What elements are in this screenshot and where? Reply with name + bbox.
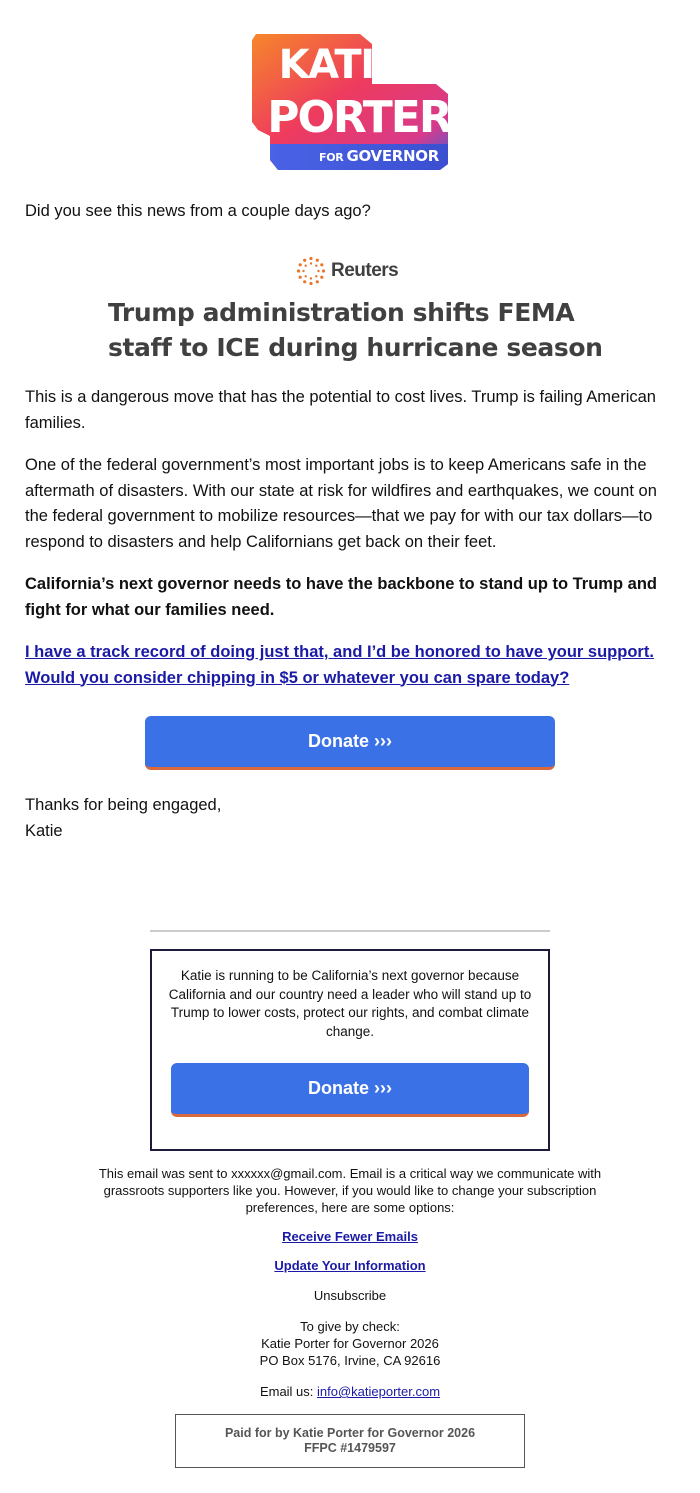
check-label: To give by check: xyxy=(300,1319,400,1334)
body-paragraph-2: One of the federal government’s most important jobs is to keep Americans safe in the aftermath of disasters. With our state at risk for wildfires and earthquakes, we count on the federal government to mobilize resources—that we pay for with our tax dollars—to respond to disasters and help Californians get back on their feet. xyxy=(25,456,657,551)
intro-text: Did you see this news from a couple days ago? xyxy=(25,202,371,220)
divider xyxy=(150,930,550,932)
check-address: PO Box 5176, Irvine, CA 92616 xyxy=(259,1353,441,1368)
check-instructions xyxy=(0,1318,700,1369)
donate-button[interactable]: Donate ››› xyxy=(145,716,555,770)
reuters-wordmark: Reuters xyxy=(331,260,399,281)
logo-for: FOR xyxy=(319,151,344,164)
logo-line-katie: KATIE xyxy=(278,42,400,88)
receive-fewer-emails-link[interactable]: Receive Fewer Emails xyxy=(282,1229,418,1244)
logo-governor: GOVERNOR xyxy=(346,147,439,165)
box-donate-button[interactable]: Donate ››› xyxy=(171,1063,529,1117)
ffpc-number: FFPC #1479597 xyxy=(304,1441,396,1455)
paid-for-line: Paid for by Katie Porter for Governor 2026 xyxy=(224,1426,476,1440)
news-headline[interactable]: Trump administration shifts FEMA staff to ICE during hurricane season xyxy=(108,298,603,362)
footer-notice: This email was sent to xxxxxx@gmail.com. Email is a critical way we communicate with grassroots supporters like you. However, if you would like to change your subscription preferences, here are some options: xyxy=(98,1166,602,1215)
news-source xyxy=(296,256,398,286)
body-paragraph-bold: California’s next governor needs to have the backbone to stand up to Trump and fight for what our families need. xyxy=(25,575,657,619)
update-information-link[interactable]: Update Your Information xyxy=(274,1258,426,1273)
cta-paragraph xyxy=(25,640,675,691)
donate-cta-link[interactable]: I have a track record of doing just that, and I’d be honored to have your support. Would you consider chipping in $5 or whatever you can spare today? xyxy=(25,643,654,687)
signoff xyxy=(25,793,675,844)
paid-for-disclaimer xyxy=(175,1414,525,1468)
check-payee: Katie Porter for Governor 2026 xyxy=(261,1336,439,1351)
body-paragraph-1: This is a dangerous move that has the potential to cost lives. Trump is failing American families. xyxy=(25,388,656,432)
mission-box xyxy=(150,949,550,1151)
logo-line-porter: PORTER xyxy=(267,92,451,143)
unsubscribe-link[interactable]: Unsubscribe xyxy=(313,1288,387,1303)
signoff-line: Thanks for being engaged, xyxy=(25,796,222,814)
email-label: Email us: xyxy=(259,1384,318,1399)
signoff-name: Katie xyxy=(25,821,63,840)
reuters-logo-icon xyxy=(296,256,326,286)
email-link[interactable]: info@katieporter.com xyxy=(317,1384,441,1399)
mission-text: Katie is running to be California’s next governor because California and our country need a leader who will stand up to Trump to lower costs, protect our rights, and combat climate change. xyxy=(168,968,532,1039)
campaign-logo xyxy=(250,32,452,172)
email-contact xyxy=(0,1383,700,1400)
logo-line-governor xyxy=(278,147,480,165)
